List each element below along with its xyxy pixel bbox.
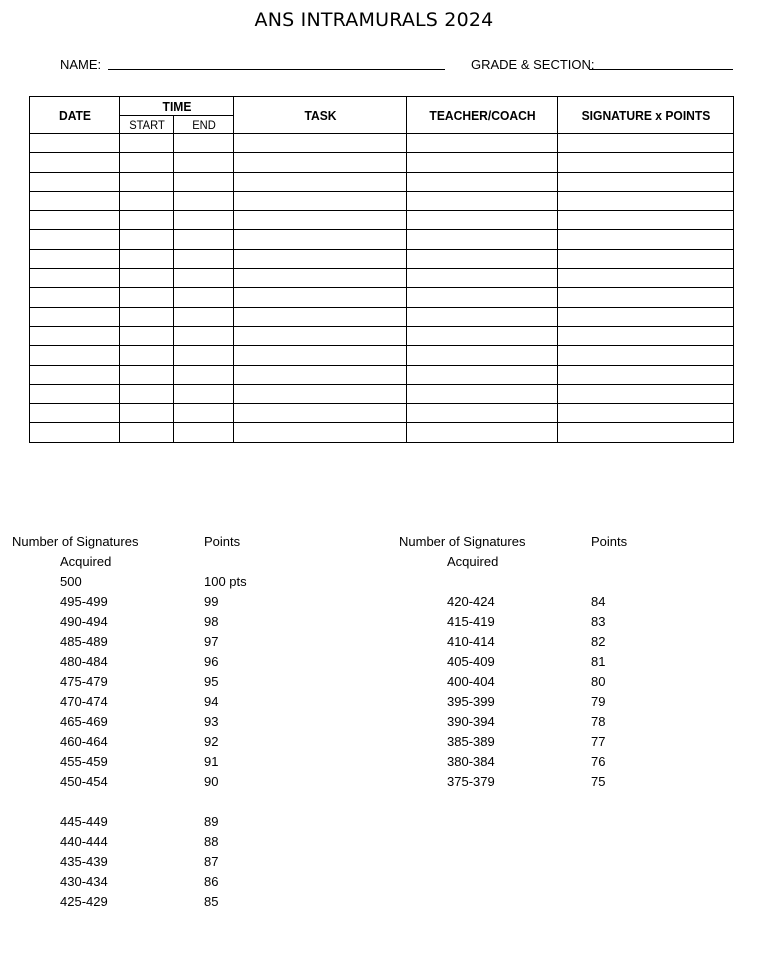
cell-date[interactable] [30, 134, 120, 153]
right-points-value: 84 [591, 594, 606, 609]
cell-signature[interactable] [558, 384, 734, 403]
header-teacher-coach: TEACHER/COACH [412, 97, 552, 134]
right-points-value: 79 [591, 694, 606, 709]
cell-end[interactable] [174, 365, 234, 384]
right-signature-range: 385-389 [447, 734, 495, 749]
table-row [30, 365, 734, 384]
cell-date[interactable] [30, 346, 120, 365]
cell-teacher[interactable] [407, 172, 558, 191]
cell-start[interactable] [120, 211, 174, 230]
cell-signature[interactable] [558, 191, 734, 210]
cell-teacher[interactable] [407, 423, 558, 442]
cell-task[interactable] [234, 423, 407, 442]
cell-task[interactable] [234, 191, 407, 210]
cell-start[interactable] [120, 269, 174, 288]
cell-start[interactable] [120, 404, 174, 423]
left-points-value: 92 [204, 734, 219, 749]
cell-start[interactable] [120, 423, 174, 442]
cell-date[interactable] [30, 384, 120, 403]
left-points-value: 87 [204, 854, 219, 869]
cell-date[interactable] [30, 230, 120, 249]
cell-date[interactable] [30, 365, 120, 384]
cell-signature[interactable] [558, 134, 734, 153]
left-points-value: 89 [204, 814, 219, 829]
cell-start[interactable] [120, 230, 174, 249]
cell-date[interactable] [30, 249, 120, 268]
name-label: NAME: [60, 57, 102, 72]
left-signature-range: 485-489 [60, 634, 108, 649]
cell-end[interactable] [174, 307, 234, 326]
left-signature-range: 480-484 [60, 654, 108, 669]
left-signature-range: 425-429 [60, 894, 108, 909]
left-signature-range: 490-494 [60, 614, 108, 629]
left-header-points: Points [204, 534, 241, 549]
table-row [30, 134, 734, 153]
right-signature-range: 415-419 [447, 614, 495, 629]
cell-teacher[interactable] [407, 153, 558, 172]
left-signature-range [60, 792, 138, 812]
cell-task[interactable] [234, 288, 407, 307]
cell-task[interactable] [234, 269, 407, 288]
cell-start[interactable] [120, 249, 174, 268]
left-scale-points-column [204, 532, 247, 912]
left-signature-range: 460-464 [60, 734, 108, 749]
cell-start[interactable] [120, 134, 174, 153]
name-field-line[interactable] [108, 69, 445, 70]
cell-signature[interactable] [558, 288, 734, 307]
cell-end[interactable] [174, 288, 234, 307]
left-signature-range: 495-499 [60, 594, 108, 609]
right-signature-range: 390-394 [447, 714, 495, 729]
cell-signature[interactable] [558, 230, 734, 249]
right-scale-points-column [591, 532, 627, 792]
cell-task[interactable] [234, 211, 407, 230]
cell-teacher[interactable] [407, 269, 558, 288]
left-signature-range: 440-444 [60, 834, 108, 849]
left-points-value [204, 792, 247, 812]
cell-date[interactable] [30, 172, 120, 191]
right-points-value: 82 [591, 634, 606, 649]
cell-task[interactable] [234, 249, 407, 268]
cell-end[interactable] [174, 230, 234, 249]
table-row [30, 346, 734, 365]
cell-date[interactable] [30, 211, 120, 230]
left-points-value: 85 [204, 894, 219, 909]
right-signature-range: 405-409 [447, 654, 495, 669]
right-signature-range: 420-424 [447, 594, 495, 609]
left-signature-range: 475-479 [60, 674, 108, 689]
left-points-value: 86 [204, 874, 219, 889]
right-header-acquired: Acquired [447, 554, 499, 569]
cell-signature[interactable] [558, 404, 734, 423]
cell-teacher[interactable] [407, 134, 558, 153]
left-points-value: 91 [204, 754, 219, 769]
cell-end[interactable] [174, 134, 234, 153]
cell-start[interactable] [120, 191, 174, 210]
table-row [30, 211, 734, 230]
table-row [30, 172, 734, 191]
left-points-value: 94 [204, 694, 219, 709]
page-title: ANS INTRAMURALS 2024 [254, 9, 494, 31]
table-row [30, 269, 734, 288]
right-header-signatures: Number of Signatures [399, 534, 526, 549]
cell-teacher[interactable] [407, 307, 558, 326]
cell-task[interactable] [234, 307, 407, 326]
header-start: START [121, 116, 171, 134]
left-signature-range: 445-449 [60, 814, 108, 829]
cell-signature[interactable] [558, 326, 734, 345]
cell-date[interactable] [30, 326, 120, 345]
cell-task[interactable] [234, 404, 407, 423]
cell-task[interactable] [234, 134, 407, 153]
left-points-value: 88 [204, 834, 219, 849]
right-points-value: 80 [591, 674, 606, 689]
left-signature-range: 500 [60, 574, 82, 589]
cell-signature[interactable] [558, 365, 734, 384]
cell-end[interactable] [174, 211, 234, 230]
left-points-value: 93 [204, 714, 219, 729]
cell-signature[interactable] [558, 307, 734, 326]
cell-end[interactable] [174, 404, 234, 423]
cell-end[interactable] [174, 269, 234, 288]
cell-date[interactable] [30, 423, 120, 442]
header-time: TIME [123, 97, 229, 116]
cell-date[interactable] [30, 191, 120, 210]
cell-task[interactable] [234, 384, 407, 403]
table-row [30, 288, 734, 307]
left-points-value: 100 pts [204, 574, 247, 589]
right-signature-range [447, 572, 525, 592]
right-signature-range: 395-399 [447, 694, 495, 709]
cell-end[interactable] [174, 191, 234, 210]
left-points-value: 98 [204, 614, 219, 629]
left-points-value: 97 [204, 634, 219, 649]
cell-signature[interactable] [558, 153, 734, 172]
cell-date[interactable] [30, 269, 120, 288]
left-header-signatures: Number of Signatures [12, 534, 139, 549]
right-points-value [591, 572, 627, 592]
left-signature-range: 450-454 [60, 774, 108, 789]
left-header-acquired: Acquired [60, 554, 112, 569]
cell-signature[interactable] [558, 249, 734, 268]
cell-teacher[interactable] [407, 384, 558, 403]
cell-signature[interactable] [558, 211, 734, 230]
left-scale-signatures-column [12, 532, 138, 912]
cell-end[interactable] [174, 346, 234, 365]
cell-start[interactable] [120, 346, 174, 365]
left-points-value: 99 [204, 594, 219, 609]
grade-section-field-line[interactable] [589, 69, 733, 70]
log-table-body [30, 134, 734, 443]
table-row [30, 423, 734, 442]
cell-teacher[interactable] [407, 346, 558, 365]
cell-task[interactable] [234, 153, 407, 172]
right-points-value: 76 [591, 754, 606, 769]
cell-date[interactable] [30, 404, 120, 423]
left-signature-range: 455-459 [60, 754, 108, 769]
cell-start[interactable] [120, 172, 174, 191]
cell-start[interactable] [120, 326, 174, 345]
table-row [30, 307, 734, 326]
right-scale-signatures-column [399, 532, 525, 792]
right-header-points: Points [591, 534, 628, 549]
cell-teacher[interactable] [407, 191, 558, 210]
cell-end[interactable] [174, 153, 234, 172]
cell-signature[interactable] [558, 269, 734, 288]
right-points-value: 77 [591, 734, 606, 749]
left-signature-range: 470-474 [60, 694, 108, 709]
cell-date[interactable] [30, 288, 120, 307]
right-signature-range: 400-404 [447, 674, 495, 689]
cell-task[interactable] [234, 365, 407, 384]
cell-task[interactable] [234, 346, 407, 365]
cell-end[interactable] [174, 423, 234, 442]
cell-signature[interactable] [558, 172, 734, 191]
table-row [30, 230, 734, 249]
cell-start[interactable] [120, 384, 174, 403]
left-points-value: 95 [204, 674, 219, 689]
table-row [30, 384, 734, 403]
left-signature-range: 435-439 [60, 854, 108, 869]
right-signature-range: 410-414 [447, 634, 495, 649]
activity-log-table [29, 96, 734, 443]
cell-start[interactable] [120, 288, 174, 307]
table-row [30, 404, 734, 423]
cell-signature[interactable] [558, 346, 734, 365]
right-points-value: 83 [591, 614, 606, 629]
header-date: DATE [33, 97, 117, 134]
cell-teacher[interactable] [407, 288, 558, 307]
table-row [30, 249, 734, 268]
cell-task[interactable] [234, 230, 407, 249]
cell-signature[interactable] [558, 423, 734, 442]
left-points-value: 96 [204, 654, 219, 669]
cell-end[interactable] [174, 326, 234, 345]
right-points-value: 78 [591, 714, 606, 729]
cell-task[interactable] [234, 172, 407, 191]
cell-teacher[interactable] [407, 211, 558, 230]
right-signature-range: 375-379 [447, 774, 495, 789]
cell-start[interactable] [120, 307, 174, 326]
cell-end[interactable] [174, 172, 234, 191]
table-row [30, 326, 734, 345]
cell-date[interactable] [30, 153, 120, 172]
cell-start[interactable] [120, 365, 174, 384]
header-end: END [176, 116, 232, 134]
header-signature-points: SIGNATURE x POINTS [564, 97, 728, 134]
cell-teacher[interactable] [407, 230, 558, 249]
cell-teacher[interactable] [407, 249, 558, 268]
grade-section-label: GRADE & SECTION: [471, 57, 595, 72]
right-points-value: 81 [591, 654, 606, 669]
left-points-value: 90 [204, 774, 219, 789]
cell-date[interactable] [30, 307, 120, 326]
cell-teacher[interactable] [407, 326, 558, 345]
table-row [30, 191, 734, 210]
cell-task[interactable] [234, 326, 407, 345]
right-points-value: 75 [591, 774, 606, 789]
cell-teacher[interactable] [407, 365, 558, 384]
header-task: TASK [240, 97, 401, 134]
cell-end[interactable] [174, 249, 234, 268]
left-signature-range: 430-434 [60, 874, 108, 889]
cell-end[interactable] [174, 384, 234, 403]
cell-start[interactable] [120, 153, 174, 172]
left-signature-range: 465-469 [60, 714, 108, 729]
table-row [30, 153, 734, 172]
right-signature-range: 380-384 [447, 754, 495, 769]
cell-teacher[interactable] [407, 404, 558, 423]
